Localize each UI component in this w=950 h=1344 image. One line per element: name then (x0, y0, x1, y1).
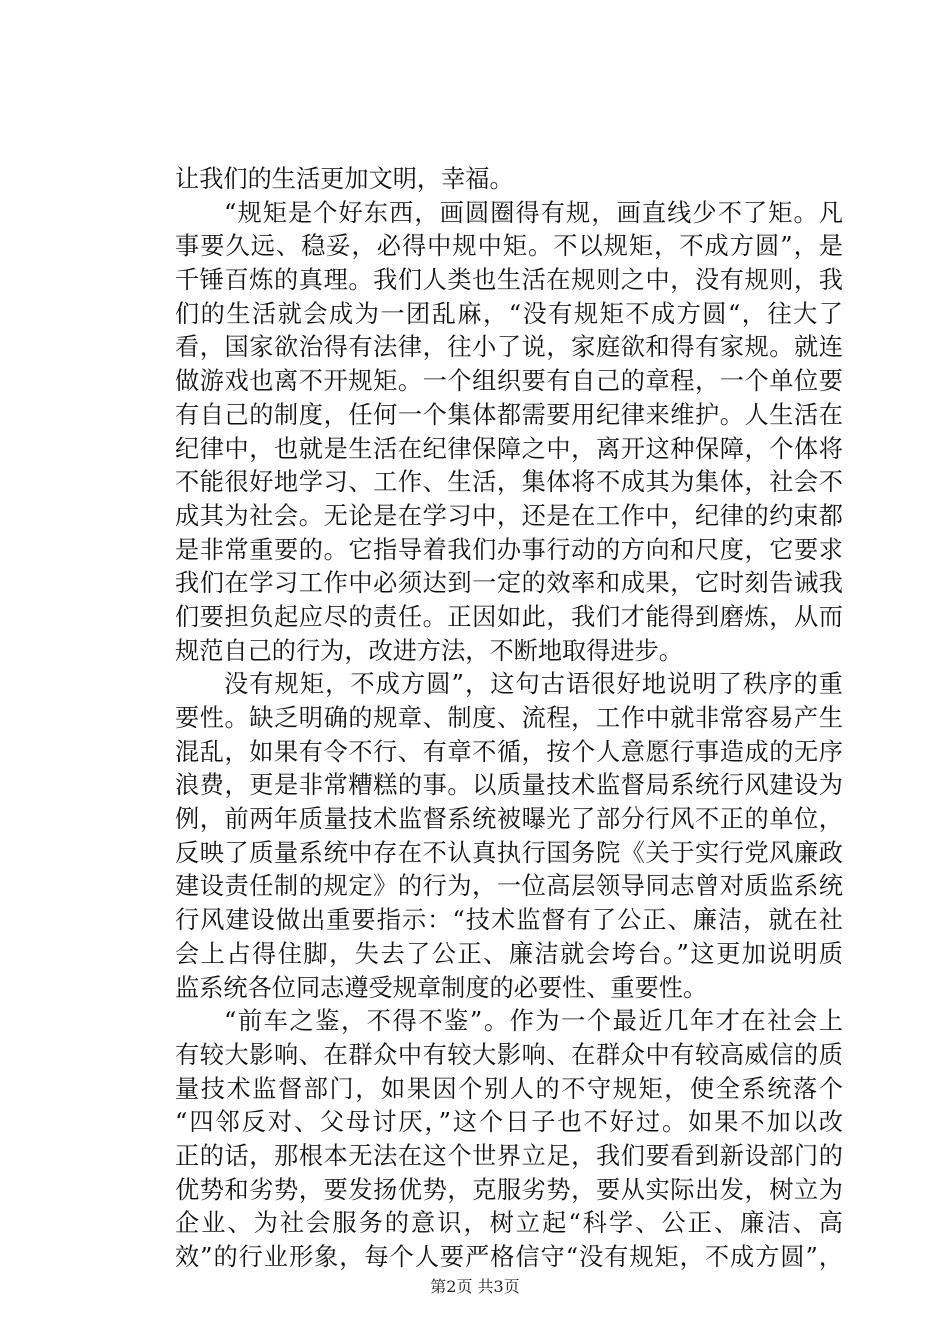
text-line: 千锤百炼的真理。我们人类也生活在规则之中，没有规则，我 (175, 266, 843, 295)
text-line: “规矩是个好东西，画圆圈得有规，画直线少不了矩。凡 (224, 198, 843, 227)
document-body (175, 163, 843, 1275)
text-line: 没有规矩，不成方圆”，这句古语很好地说明了秩序的重 (224, 670, 843, 699)
text-line: 成其为社会。无论是在学习中，还是在工作中，纪律的约束都 (175, 501, 843, 530)
text-line: 混乱，如果有令不行、有章不循，按个人意愿行事造成的无序 (175, 737, 843, 766)
text-line: 们要担负起应尽的责任。正因如此，我们才能得到磨炼，从而 (175, 602, 843, 631)
text-line: 让我们的生活更加文明，幸福。 (175, 165, 514, 193)
text-line: 正的话，那根本无法在这个世界立足，我们要看到新设部门的 (175, 1141, 843, 1170)
text-line: 事要久远、稳妥，必得中规中矩。不以规矩，不成方圆”，是 (175, 232, 843, 261)
text-line: 们的生活就会成为一团乱麻，“没有规矩不成方圆“，往大了 (175, 299, 843, 328)
text-line: 要性。缺乏明确的规章、制度、流程，工作中就非常容易产生 (175, 704, 843, 732)
text-line: “前车之鉴，不得不鉴”。作为一个最近几年才在社会上 (224, 1007, 843, 1036)
text-line: 规范自己的行为，改进方法，不断地取得进步。 (175, 636, 683, 665)
text-line: 效”的行业形象，每个人要严格信守“没有规矩，不成方圆”， (175, 1243, 843, 1271)
text-line: 建设责任制的规定》的行为，一位高层领导同志曾对质监系统 (175, 872, 843, 901)
text-line: 行风建设做出重要指示：“技术监督有了公正、廉洁，就在社 (175, 906, 843, 935)
page-footer: 第2页 共3页 (430, 1277, 520, 1296)
text-line: 优势和劣势，要发扬优势，克服劣势，要从实际出发，树立为 (175, 1175, 843, 1204)
text-line: 纪律中，也就是生活在纪律保障之中，离开这种保障，个体将 (175, 434, 843, 463)
text-line: 量技术监督部门，如果因个别人的不守规矩，使全系统落个 (175, 1074, 843, 1103)
text-line: 有自己的制度，任何一个集体都需要用纪律来维护。人生活在 (175, 400, 843, 429)
text-line: 企业、为社会服务的意识，树立起“科学、公正、廉洁、高 (175, 1209, 843, 1238)
text-line: 监系统各位同志遵受规章制度的必要性、重要性。 (175, 973, 708, 1002)
text-line: 例，前两年质量技术监督系统被曝光了部分行风不正的单位， (175, 805, 843, 834)
text-line: 反映了质量系统中存在不认真执行国务院《关于实行党风廉政 (175, 838, 843, 867)
text-line: 我们在学习工作中必须达到一定的效率和成果，它时刻告诫我 (175, 569, 843, 598)
text-line: 浪费，更是非常糟糕的事。以质量技术监督局系统行风建设为 (175, 771, 843, 800)
text-line: “四邻反对、父母讨厌，”这个日子也不好过。如果不加以改 (175, 1108, 843, 1137)
text-line: 是非常重要的。它指导着我们办事行动的方向和尺度，它要求 (175, 535, 843, 564)
text-line: 会上占得住脚，失去了公正、廉洁就会垮台。”这更加说明质 (175, 939, 843, 968)
text-line: 做游戏也离不开规矩。一个组织要有自己的章程，一个单位要 (175, 367, 843, 396)
text-line: 看，国家欲治得有法律，往小了说，家庭欲和得有家规。就连 (175, 333, 843, 362)
text-line: 不能很好地学习、工作、生活，集体将不成其为集体，社会不 (175, 468, 843, 497)
text-line: 有较大影响、在群众中有较大影响、在群众中有较高威信的质 (175, 1040, 843, 1069)
